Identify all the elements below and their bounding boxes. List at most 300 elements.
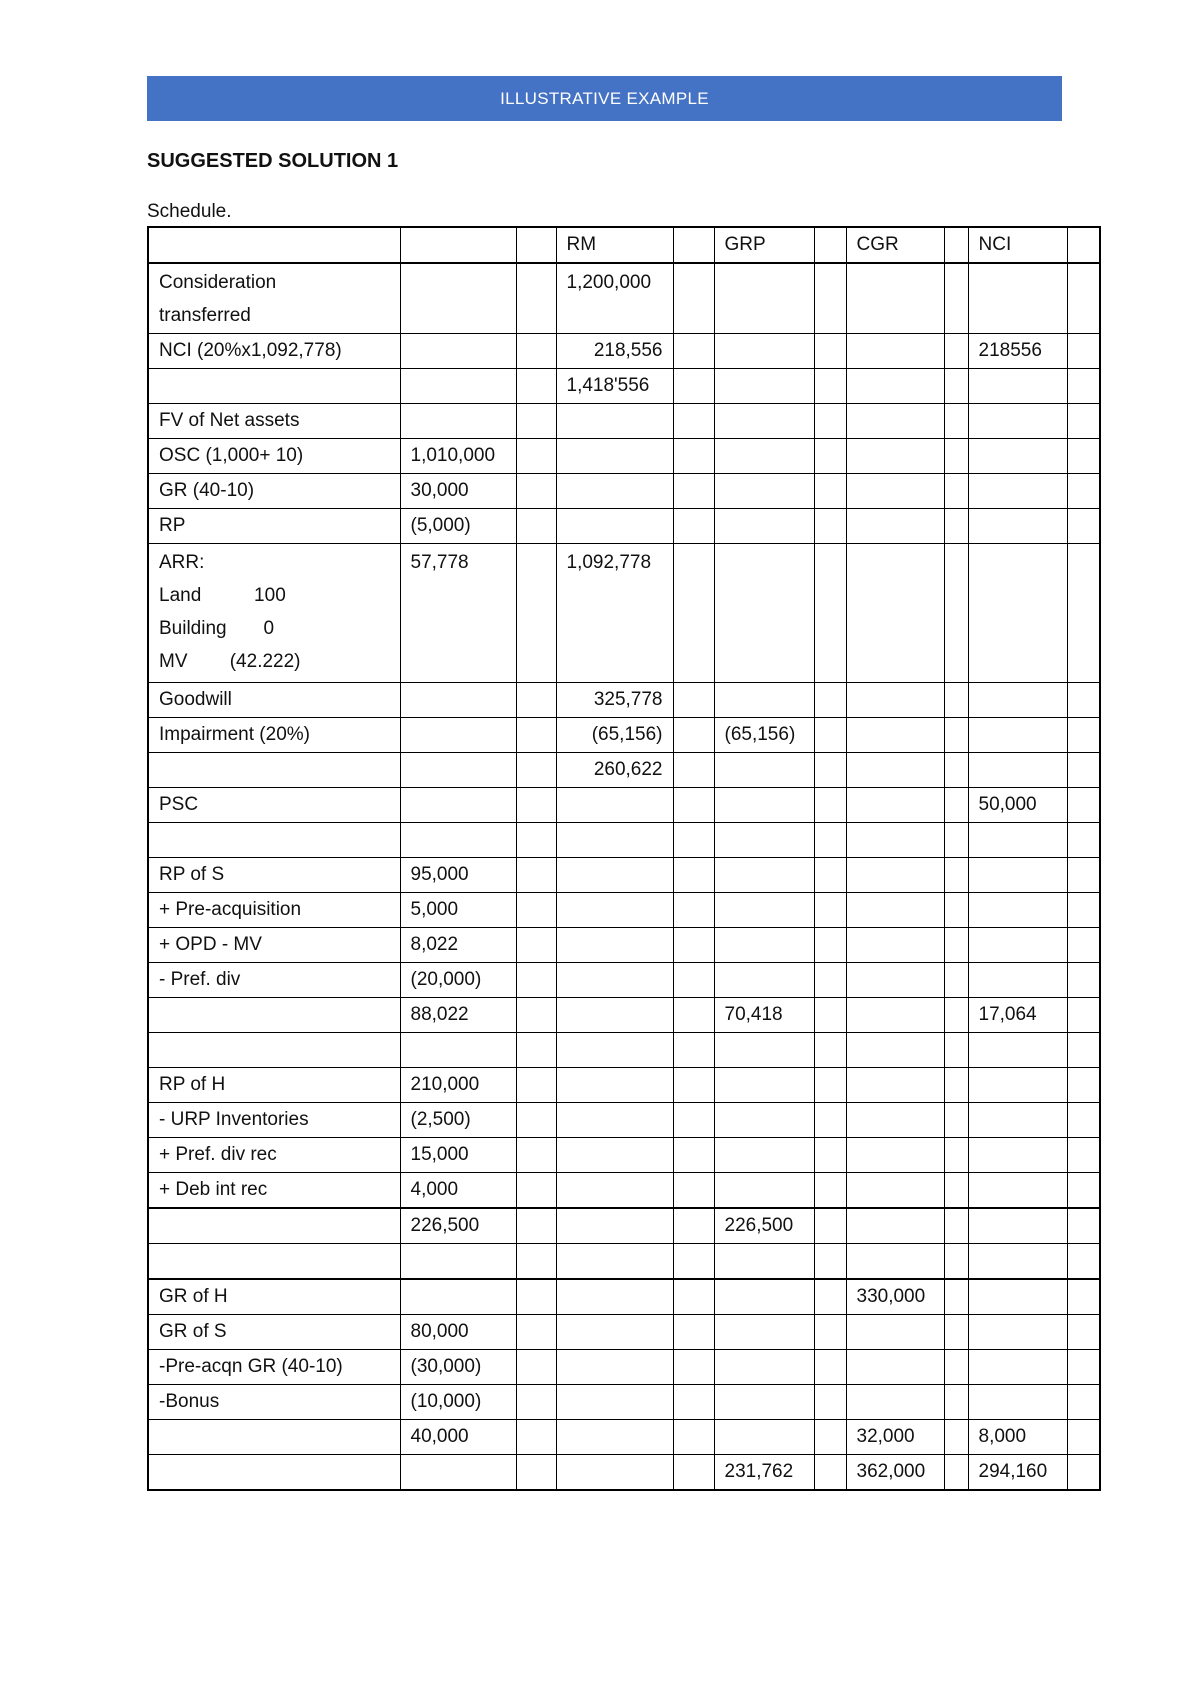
table-cell: [846, 823, 944, 858]
table-cell: [714, 928, 814, 963]
table-cell: [1067, 1068, 1100, 1103]
column-header-cell: [846, 227, 944, 263]
cell-text: [411, 264, 506, 266]
cell-text: -Pre-acqn GR (40-10): [159, 1356, 343, 1377]
table-cell: [814, 1208, 846, 1244]
cell-text: [825, 264, 836, 266]
table-cell: [1067, 1420, 1100, 1455]
cell-text: (2,500): [410, 1109, 471, 1130]
table-cell: [1067, 998, 1100, 1033]
table-cell: [846, 544, 944, 683]
table-cell: [1067, 1244, 1100, 1280]
table-cell: [400, 1173, 516, 1209]
cell-text: (65,156): [724, 724, 796, 745]
table-cell: [846, 1315, 944, 1350]
table-cell: [968, 858, 1067, 893]
table-cell: [846, 1103, 944, 1138]
table-cell: [814, 369, 846, 404]
table-cell: [968, 928, 1067, 963]
table-cell: [944, 1350, 968, 1385]
table-cell: [148, 334, 400, 369]
table-cell: [814, 963, 846, 998]
table-cell: [400, 369, 516, 404]
cell-text: (65,156): [591, 724, 663, 745]
table-cell: [148, 474, 400, 509]
table-cell: [556, 718, 673, 753]
table-row: [148, 1173, 1100, 1209]
cell-text: RP: [159, 515, 186, 536]
table-cell: [673, 509, 714, 544]
table-cell: [556, 1315, 673, 1350]
cell-text: [857, 544, 934, 546]
table-row: [148, 474, 1100, 509]
table-cell: [944, 893, 968, 928]
cell-text: 362,000: [856, 1461, 926, 1482]
table-cell: [516, 1420, 556, 1455]
table-cell: [1067, 474, 1100, 509]
table-cell: [714, 544, 814, 683]
table-cell: [556, 474, 673, 509]
table-cell: [714, 1138, 814, 1173]
table-cell: [556, 1244, 673, 1280]
table-cell: [400, 823, 516, 858]
table-cell: [944, 1315, 968, 1350]
cell-text: + OPD - MV: [159, 934, 262, 955]
cell-text: GR of H: [159, 1286, 228, 1307]
table-cell: [944, 509, 968, 544]
table-row: [148, 928, 1100, 963]
cell-text: Goodwill: [159, 689, 232, 710]
table-cell: [814, 1279, 846, 1315]
table-cell: [944, 823, 968, 858]
table-cell: [944, 998, 968, 1033]
table-cell: [516, 404, 556, 439]
table-row: [148, 1244, 1100, 1280]
table-cell: [148, 858, 400, 893]
table-cell: [714, 893, 814, 928]
table-cell: [1067, 1385, 1100, 1420]
table-cell: [148, 718, 400, 753]
table-cell: [516, 474, 556, 509]
table-cell: [968, 1244, 1067, 1280]
table-cell: [846, 1033, 944, 1068]
cell-text: FV of Net assets: [159, 410, 300, 431]
table-cell: [148, 1279, 400, 1315]
cell-text: 294,160: [978, 1461, 1048, 1482]
table-cell: [968, 1173, 1067, 1209]
table-row: [148, 334, 1100, 369]
table-cell: [968, 263, 1067, 334]
table-cell: [714, 1103, 814, 1138]
table-cell: [944, 439, 968, 474]
table-cell: [714, 1244, 814, 1280]
table-cell: [968, 1385, 1067, 1420]
table-cell: [944, 334, 968, 369]
table-cell: [968, 509, 1067, 544]
table-cell: [400, 1103, 516, 1138]
table-cell: [400, 788, 516, 823]
table-cell: [944, 1103, 968, 1138]
cell-text: [527, 544, 546, 546]
cell-text: 4,000: [410, 1179, 459, 1200]
table-cell: [846, 928, 944, 963]
table-cell: [968, 334, 1067, 369]
table-cell: [516, 893, 556, 928]
table-cell: [400, 1385, 516, 1420]
table-cell: [846, 1173, 944, 1209]
table-cell: [516, 1103, 556, 1138]
table-cell: [968, 753, 1067, 788]
table-cell: [944, 1455, 968, 1491]
table-cell: [516, 544, 556, 683]
table-cell: [516, 1033, 556, 1068]
table-row: [148, 263, 1100, 334]
table-cell: [944, 1033, 968, 1068]
table-cell: [968, 404, 1067, 439]
table-cell: [968, 788, 1067, 823]
cell-text: 1,200,000: [566, 272, 652, 293]
cell-text: 1,010,000: [410, 445, 496, 466]
column-header-cell: [400, 227, 516, 263]
table-cell: [944, 1244, 968, 1280]
table-row: [148, 1068, 1100, 1103]
table-cell: [516, 753, 556, 788]
table-cell: [673, 474, 714, 509]
table-cell: [968, 1420, 1067, 1455]
table-cell: [148, 788, 400, 823]
table-cell: [400, 893, 516, 928]
cell-text: [825, 544, 836, 546]
column-header-cell: [1067, 227, 1100, 263]
cell-text: 325,778: [593, 689, 663, 710]
table-cell: [556, 1103, 673, 1138]
table-cell: [556, 1420, 673, 1455]
table-cell: [148, 404, 400, 439]
column-header-cell: [673, 227, 714, 263]
table-cell: [400, 1208, 516, 1244]
table-cell: [944, 1208, 968, 1244]
table-cell: [846, 1138, 944, 1173]
cell-text: RM: [566, 234, 597, 255]
table-cell: [714, 404, 814, 439]
column-header-cell: [714, 227, 814, 263]
table-cell: [148, 544, 400, 683]
cell-text: 50,000: [978, 794, 1037, 815]
table-cell: [673, 718, 714, 753]
cell-text: GRP: [724, 234, 766, 255]
table-row: [148, 369, 1100, 404]
table-cell: [673, 1455, 714, 1491]
cell-text: 95,000: [410, 864, 469, 885]
table-cell: [400, 1138, 516, 1173]
table-row: [148, 1420, 1100, 1455]
table-cell: [846, 474, 944, 509]
table-cell: [400, 1279, 516, 1315]
table-cell: [814, 893, 846, 928]
table-cell: [846, 1244, 944, 1280]
table-cell: [516, 928, 556, 963]
table-cell: [148, 1455, 400, 1491]
table-cell: [400, 1244, 516, 1280]
table-cell: [714, 1455, 814, 1491]
table-cell: [148, 1385, 400, 1420]
table-cell: [516, 509, 556, 544]
table-cell: [516, 1173, 556, 1209]
table-cell: [968, 369, 1067, 404]
cell-text: 32,000: [856, 1426, 915, 1447]
cell-text: RP of H: [159, 1074, 226, 1095]
table-row: [148, 404, 1100, 439]
table-cell: [400, 753, 516, 788]
table-cell: [944, 753, 968, 788]
table-cell: [944, 928, 968, 963]
table-cell: [673, 404, 714, 439]
table-cell: [846, 263, 944, 334]
table-cell: [846, 404, 944, 439]
table-cell: [516, 788, 556, 823]
table-cell: [714, 753, 814, 788]
table-cell: [814, 1420, 846, 1455]
table-cell: [148, 1033, 400, 1068]
table-cell: [714, 1068, 814, 1103]
table-cell: [673, 439, 714, 474]
table-cell: [148, 509, 400, 544]
cell-text: (30,000): [410, 1356, 482, 1377]
cell-text: (5,000): [410, 515, 471, 536]
table-cell: [400, 334, 516, 369]
cell-text: [1078, 264, 1090, 266]
table-cell: [968, 1315, 1067, 1350]
table-cell: [148, 1068, 400, 1103]
cell-text: [527, 264, 546, 266]
table-cell: [714, 1420, 814, 1455]
table-cell: [400, 263, 516, 334]
table-cell: [1067, 1315, 1100, 1350]
cell-text: 1,418'556: [566, 375, 650, 396]
cell-text: -Bonus: [159, 1391, 220, 1412]
table-cell: [944, 1068, 968, 1103]
cell-text: 8,000: [978, 1426, 1027, 1447]
table-row: [148, 718, 1100, 753]
table-cell: [400, 1068, 516, 1103]
cell-text: 8,022: [410, 934, 459, 955]
table-cell: [148, 369, 400, 404]
table-cell: [714, 474, 814, 509]
table-cell: [516, 439, 556, 474]
table-cell: [1067, 1350, 1100, 1385]
table-cell: [1067, 544, 1100, 683]
table-cell: [556, 509, 673, 544]
cell-text: 57,778: [410, 552, 469, 573]
table-cell: [714, 823, 814, 858]
cell-text: Consideration transferred: [159, 272, 277, 326]
table-cell: [516, 369, 556, 404]
cell-text: [684, 544, 704, 546]
table-cell: [673, 858, 714, 893]
table-cell: [814, 858, 846, 893]
table-cell: [556, 1350, 673, 1385]
cell-text: PSC: [159, 794, 199, 815]
cell-text: CGR: [856, 234, 899, 255]
table-cell: [814, 1385, 846, 1420]
table-cell: [673, 683, 714, 718]
table-cell: [148, 1350, 400, 1385]
table-cell: [814, 1068, 846, 1103]
table-cell: [846, 753, 944, 788]
table-cell: [556, 1033, 673, 1068]
table-cell: [968, 1033, 1067, 1068]
table-cell: [846, 1420, 944, 1455]
table-cell: [516, 1350, 556, 1385]
cell-text: [955, 544, 958, 546]
table-cell: [714, 683, 814, 718]
table-cell: [968, 544, 1067, 683]
table-cell: [968, 1208, 1067, 1244]
table-cell: [944, 263, 968, 334]
table-cell: [1067, 1033, 1100, 1068]
table-cell: [814, 1103, 846, 1138]
table-cell: [148, 1103, 400, 1138]
column-header-cell: [944, 227, 968, 263]
column-header-cell: [814, 227, 846, 263]
table-cell: [673, 753, 714, 788]
table-cell: [714, 963, 814, 998]
table-cell: [400, 1420, 516, 1455]
table-cell: [814, 544, 846, 683]
table-cell: [846, 1350, 944, 1385]
cell-text: GR (40-10): [159, 480, 255, 501]
cell-text: [1078, 544, 1090, 546]
table-cell: [556, 439, 673, 474]
table-cell: [968, 718, 1067, 753]
table-cell: [673, 369, 714, 404]
table-cell: [556, 683, 673, 718]
table-cell: [814, 1244, 846, 1280]
table-cell: [673, 1315, 714, 1350]
table-cell: [814, 928, 846, 963]
table-cell: [968, 439, 1067, 474]
table-row: [148, 1138, 1100, 1173]
cell-text: [725, 544, 804, 546]
cell-text: RP of S: [159, 864, 225, 885]
table-cell: [846, 963, 944, 998]
column-header-cell: [556, 227, 673, 263]
cell-text: NCI (20%x1,092,778): [159, 340, 342, 361]
table-cell: [1067, 928, 1100, 963]
table-cell: [673, 1279, 714, 1315]
table-cell: [1067, 404, 1100, 439]
cell-text: 330,000: [856, 1286, 926, 1307]
table-cell: [944, 963, 968, 998]
table-cell: [400, 1455, 516, 1491]
table-cell: [814, 788, 846, 823]
table-cell: [556, 928, 673, 963]
table-cell: [846, 1385, 944, 1420]
table-cell: [1067, 1208, 1100, 1244]
table-cell: [944, 1138, 968, 1173]
table-cell: [516, 718, 556, 753]
table-cell: [400, 998, 516, 1033]
table-cell: [400, 858, 516, 893]
cell-text: [979, 264, 1057, 266]
table-cell: [714, 439, 814, 474]
table-row: [148, 1103, 1100, 1138]
table-cell: [516, 1208, 556, 1244]
table-cell: [516, 683, 556, 718]
table-cell: [814, 683, 846, 718]
table-cell: [148, 263, 400, 334]
table-cell: [846, 683, 944, 718]
table-cell: [968, 1068, 1067, 1103]
table-cell: [968, 1138, 1067, 1173]
table-cell: [846, 1208, 944, 1244]
table-cell: [814, 1173, 846, 1209]
table-cell: [556, 1279, 673, 1315]
table-cell: [814, 1350, 846, 1385]
table-cell: [673, 928, 714, 963]
table-cell: [846, 788, 944, 823]
table-row: [148, 683, 1100, 718]
table-cell: [714, 998, 814, 1033]
table-row: [148, 858, 1100, 893]
table-cell: [1067, 823, 1100, 858]
table-cell: [556, 263, 673, 334]
table-cell: [944, 1279, 968, 1315]
table-cell: [846, 1279, 944, 1315]
table-cell: [400, 439, 516, 474]
table-cell: [673, 1350, 714, 1385]
table-cell: [846, 439, 944, 474]
table-cell: [673, 788, 714, 823]
table-cell: [944, 683, 968, 718]
table-cell: [1067, 1138, 1100, 1173]
table-cell: [516, 823, 556, 858]
table-cell: [944, 1420, 968, 1455]
table-row: [148, 1208, 1100, 1244]
table-row: [148, 509, 1100, 544]
table-cell: [148, 1315, 400, 1350]
table-cell: [516, 963, 556, 998]
table-cell: [148, 823, 400, 858]
table-cell: [714, 1208, 814, 1244]
table-cell: [400, 683, 516, 718]
table-cell: [516, 263, 556, 334]
cell-text: + Deb int rec: [159, 1179, 268, 1200]
table-cell: [1067, 1173, 1100, 1209]
table-cell: [944, 718, 968, 753]
table-row: [148, 439, 1100, 474]
cell-text: (20,000): [410, 969, 482, 990]
table-cell: [148, 1420, 400, 1455]
table-cell: [516, 1068, 556, 1103]
table-cell: [516, 998, 556, 1033]
cell-text: 231,762: [724, 1461, 794, 1482]
table-cell: [846, 1455, 944, 1491]
table-cell: [516, 1385, 556, 1420]
cell-text: 15,000: [410, 1144, 469, 1165]
table-cell: [1067, 1103, 1100, 1138]
page-title: SUGGESTED SOLUTION 1: [147, 150, 399, 172]
table-cell: [814, 439, 846, 474]
table-cell: [516, 1138, 556, 1173]
table-cell: [1067, 369, 1100, 404]
table-row: [148, 1279, 1100, 1315]
table-header-row: [148, 227, 1100, 263]
table-cell: [673, 1244, 714, 1280]
table-cell: [968, 1455, 1067, 1491]
table-cell: [556, 334, 673, 369]
table-cell: [556, 823, 673, 858]
